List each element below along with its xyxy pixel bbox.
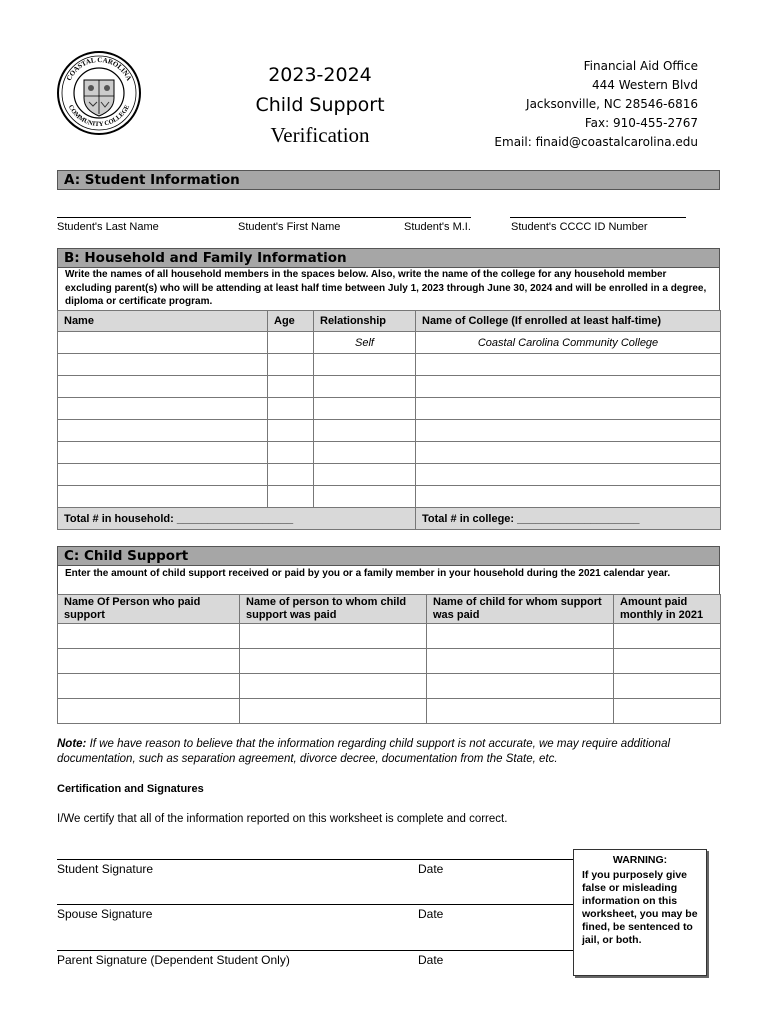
college-cell[interactable]: Coastal Carolina Community College — [416, 332, 721, 354]
col-age: Age — [268, 311, 314, 332]
college-cell[interactable] — [416, 420, 721, 442]
spouse-date-label: Date — [418, 907, 444, 921]
student-signature-line[interactable] — [57, 859, 575, 860]
name-cell[interactable] — [58, 464, 268, 486]
col-college: Name of College (If enrolled at least half-time) — [416, 311, 721, 332]
child-support-header-row — [58, 595, 721, 624]
household-header-row — [58, 311, 721, 332]
office-email: Email: finaid@coastalcarolina.edu — [494, 135, 698, 149]
age-cell[interactable] — [268, 486, 314, 508]
payer-cell[interactable] — [58, 699, 240, 724]
warning-title: WARNING: — [612, 854, 668, 866]
child-cell[interactable] — [427, 624, 614, 649]
student-id-label: Student's CCCC ID Number — [511, 221, 648, 233]
student-name-line[interactable] — [57, 217, 471, 218]
title-verification: Verification — [270, 123, 370, 147]
college-cell[interactable] — [416, 376, 721, 398]
relationship-cell[interactable] — [314, 376, 416, 398]
age-cell[interactable] — [268, 398, 314, 420]
college-cell[interactable] — [416, 486, 721, 508]
payee-cell[interactable] — [240, 674, 427, 699]
table-row — [58, 376, 721, 398]
note-label: Note: — [57, 738, 87, 750]
total-household[interactable]: Total # in household: ___________________ — [58, 508, 416, 530]
table-row — [58, 398, 721, 420]
office-address1: 444 Western Blvd — [591, 78, 698, 92]
relationship-cell[interactable] — [314, 354, 416, 376]
name-cell[interactable] — [58, 486, 268, 508]
svg-text:COMMUNITY COLLEGE: COMMUNITY COLLEGE — [66, 103, 132, 129]
title-child-support: Child Support — [255, 94, 385, 116]
college-cell[interactable] — [416, 354, 721, 376]
spouse-signature-label: Spouse Signature — [57, 907, 153, 921]
col-name: Name — [58, 311, 268, 332]
table-row — [58, 624, 721, 649]
child-cell[interactable] — [427, 674, 614, 699]
age-cell[interactable] — [268, 464, 314, 486]
amount-cell[interactable] — [614, 699, 721, 724]
table-row — [58, 649, 721, 674]
child-cell[interactable] — [427, 699, 614, 724]
payer-cell[interactable] — [58, 624, 240, 649]
mi-label: Student's M.I. — [404, 221, 471, 233]
age-cell[interactable] — [268, 420, 314, 442]
age-cell[interactable] — [268, 376, 314, 398]
certification-text: I/We certify that all of the information reported on this worksheet is complete and correct. — [57, 813, 508, 825]
age-cell[interactable] — [268, 354, 314, 376]
total-college[interactable]: Total # in college: ____________________ — [416, 508, 721, 530]
student-date-label: Date — [418, 862, 444, 876]
child-cell[interactable] — [427, 649, 614, 674]
table-row — [58, 442, 721, 464]
relationship-cell[interactable] — [314, 398, 416, 420]
student-id-line[interactable] — [510, 217, 686, 218]
last-name-label: Student's Last Name — [57, 221, 159, 233]
relationship-cell[interactable]: Self — [314, 332, 416, 354]
college-cell[interactable] — [416, 442, 721, 464]
totals-row — [58, 508, 721, 530]
relationship-cell[interactable] — [314, 442, 416, 464]
parent-date-label: Date — [418, 953, 444, 967]
age-cell[interactable] — [268, 332, 314, 354]
office-address2: Jacksonville, NC 28546-6816 — [526, 97, 698, 111]
section-b-heading: B: Household and Family Information — [57, 248, 720, 268]
payer-cell[interactable] — [58, 674, 240, 699]
student-signature-label: Student Signature — [57, 862, 154, 876]
col-amount: Amount paid monthly in 2021 — [614, 595, 721, 624]
household-table — [57, 310, 721, 530]
spouse-signature-line[interactable] — [57, 904, 575, 905]
section-b-instructions: Write the names of all household members in the spaces below. Also, write the name of the college for any household member excluding parent(s) who will be attending at least half time between July 1, 2023 through June 30, 2024 and will be enrolled in a degree, diploma or certificate program. — [57, 267, 720, 310]
relationship-cell[interactable] — [314, 420, 416, 442]
payer-cell[interactable] — [58, 649, 240, 674]
parent-signature-label: Parent Signature (Dependent Student Only) — [57, 953, 290, 967]
note-text: If we have reason to believe that the information regarding child support is not accurate, we may require additional documentation, such as separation agreement, divorce decree, documentation from the State, etc. — [57, 738, 671, 765]
note-paragraph — [57, 737, 720, 767]
table-row — [58, 674, 721, 699]
title-year: 2023-2024 — [268, 64, 372, 86]
age-cell[interactable] — [268, 442, 314, 464]
relationship-cell[interactable] — [314, 486, 416, 508]
relationship-cell[interactable] — [314, 464, 416, 486]
table-row — [58, 486, 721, 508]
payee-cell[interactable] — [240, 624, 427, 649]
section-c-instructions: Enter the amount of child support received or paid by you or a family member in your household during the 2021 calendar year. — [57, 566, 720, 594]
table-row — [58, 420, 721, 442]
col-payee: Name of person to whom child support was paid — [240, 595, 427, 624]
name-cell[interactable] — [58, 332, 268, 354]
payee-cell[interactable] — [240, 699, 427, 724]
payee-cell[interactable] — [240, 649, 427, 674]
warning-box — [573, 849, 707, 976]
form-title — [250, 60, 390, 150]
table-row — [58, 464, 721, 486]
amount-cell[interactable] — [614, 649, 721, 674]
warning-text: If you purposely give false or misleading information on this worksheet, you may be fined, be sentenced to jail, or both. — [582, 869, 698, 946]
svg-text:COASTAL CAROLINA: COASTAL CAROLINA — [64, 55, 134, 83]
office-contact — [494, 57, 698, 152]
table-row — [58, 699, 721, 724]
section-c-heading: C: Child Support — [57, 546, 720, 566]
office-fax: Fax: 910-455-2767 — [584, 116, 698, 130]
col-relationship: Relationship — [314, 311, 416, 332]
section-a-heading: A: Student Information — [57, 170, 720, 190]
office-name: Financial Aid Office — [583, 59, 698, 73]
name-cell[interactable] — [58, 398, 268, 420]
name-cell[interactable] — [58, 376, 268, 398]
certification-heading: Certification and Signatures — [57, 783, 204, 795]
col-child: Name of child for whom support was paid — [427, 595, 614, 624]
name-cell[interactable] — [58, 442, 268, 464]
amount-cell[interactable] — [614, 624, 721, 649]
name-cell[interactable] — [58, 420, 268, 442]
first-name-label: Student's First Name — [238, 221, 341, 233]
college-seal-logo — [56, 50, 142, 136]
college-cell[interactable] — [416, 464, 721, 486]
college-cell[interactable] — [416, 398, 721, 420]
child-support-table — [57, 594, 721, 724]
table-row — [58, 332, 721, 354]
col-payer: Name Of Person who paid support — [58, 595, 240, 624]
table-row — [58, 354, 721, 376]
name-cell[interactable] — [58, 354, 268, 376]
amount-cell[interactable] — [614, 674, 721, 699]
